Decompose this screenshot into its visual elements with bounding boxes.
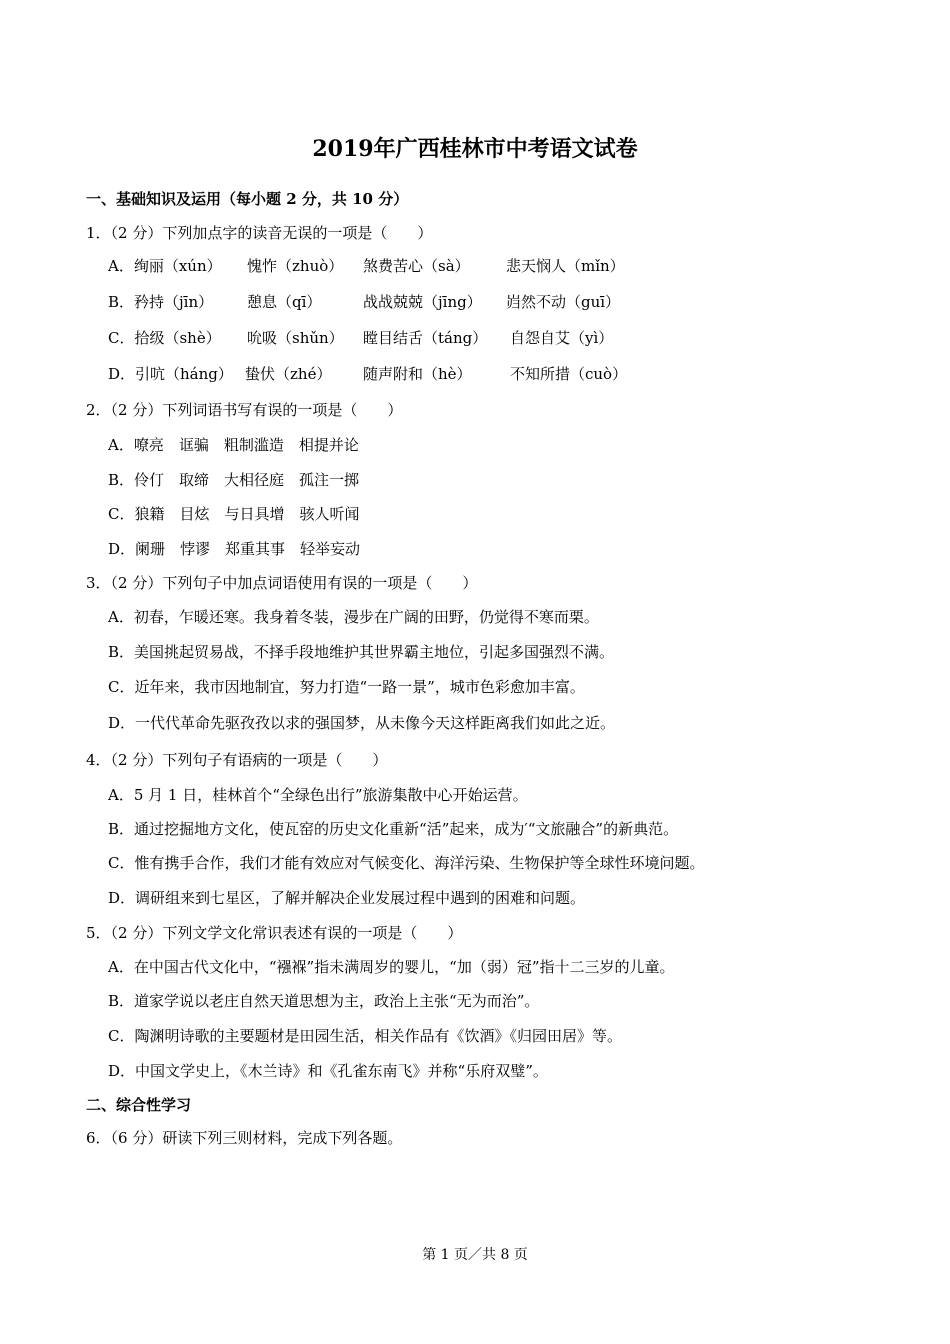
question-2-option-b: B．伶仃 取缔 大相径庭 孤注一掷 <box>108 471 360 489</box>
question-1-option-b <box>108 291 620 313</box>
question-1-option-c <box>108 327 613 349</box>
question-3-option-d: D．一代代革命先驱孜孜以求的强国梦，从未像今天这样距离我们如此之近。 <box>108 714 616 732</box>
q1-b-item-4: 岿然不动（guī） <box>506 293 621 311</box>
q1-d-item-4: 不知所措（cuò） <box>510 365 628 383</box>
q1-d-item-2: 蛰伏（zhé） <box>245 365 332 383</box>
question-4-option-b: B．通过挖掘地方文化，使瓦窑的历史文化重新“活”起来，成为′“文旅融合”的新典范。 <box>108 820 679 838</box>
q1-a-item-4: 悲天悯人（mǐn） <box>506 257 625 275</box>
question-5-option-c: C．陶渊明诗歌的主要题材是田园生活，相关作品有《饮酒》《归园田居》等。 <box>108 1027 622 1045</box>
question-2-option-a: A．嘹亮 诓骗 粗制滥造 相提并论 <box>108 436 359 454</box>
question-2-stem: 2．（2 分）下列词语书写有误的一项是（ ） <box>86 401 403 419</box>
question-4-option-a: A．5 月 1 日，桂林首个“全绿色出行”旅游集散中心开始运营。 <box>108 786 528 804</box>
q1-a-item-2: 愧怍（zhuò） <box>247 257 344 275</box>
q1-d-item-1: D．引吭（háng） <box>108 365 233 383</box>
question-1-option-a <box>108 255 625 277</box>
q1-c-item-4: 自怨自艾（yì） <box>510 329 614 347</box>
q1-c-item-1: C．拾级（shè） <box>108 329 221 347</box>
question-6-stem: 6．（6 分）研读下列三则材料，完成下列各题。 <box>86 1129 403 1147</box>
q1-b-item-3: 战战兢兢（jīng） <box>363 293 482 311</box>
page-number-footer: 第 1 页／共 8 页 <box>422 1247 528 1263</box>
question-3-stem: 3．（2 分）下列句子中加点词语使用有误的一项是（ ） <box>86 574 478 592</box>
q1-c-item-3: 瞠目结舌（táng） <box>363 329 488 347</box>
page-title: 2019年广西桂林市中考语文试卷 <box>312 136 638 162</box>
question-5-option-b: B．道家学说以老庄自然天道思想为主，政治上主张“无为而治”。 <box>108 992 540 1010</box>
question-4-option-c: C．惟有携手合作，我们才能有效应对气候变化、海洋污染、生物保护等全球性环境问题。 <box>108 854 705 872</box>
q1-a-item-3: 煞费苦心（sà） <box>363 257 470 275</box>
q1-c-item-2: 吮吸（shǔn） <box>247 329 344 347</box>
question-2-option-d: D．阑珊 悖谬 郑重其事 轻举妄动 <box>108 540 361 558</box>
question-1-option-d <box>108 363 627 385</box>
q1-d-item-3: 随声附和（hè） <box>363 365 472 383</box>
question-2-option-c: C．狼籍 目炫 与日具增 骇人听闻 <box>108 505 360 523</box>
q1-b-item-1: B．矜持（jīn） <box>108 293 214 311</box>
question-1-stem: 1．（2 分）下列加点字的读音无误的一项是（ ） <box>86 224 433 242</box>
q1-b-item-2: 憩息（qī） <box>247 293 322 311</box>
question-4-option-d: D．调研组来到七星区，了解并解决企业发展过程中遇到的困难和问题。 <box>108 889 586 907</box>
section-heading-1: 一、基础知识及运用（每小题 2 分，共 10 分） <box>86 190 409 208</box>
question-5-stem: 5．（2 分）下列文学文化常识表述有误的一项是（ ） <box>86 924 463 942</box>
question-5-option-a: A．在中国古代文化中，“襁褓”指未满周岁的婴儿，“加（弱）冠”指十二三岁的儿童。 <box>108 958 675 976</box>
question-3-option-b: B．美国挑起贸易战，不择手段地维护其世界霸主地位，引起多国强烈不满。 <box>108 643 615 661</box>
section-heading-2: 二、综合性学习 <box>86 1096 192 1114</box>
question-3-option-c: C．近年来，我市因地制宜，努力打造“一路一景”，城市色彩愈加丰富。 <box>108 678 585 696</box>
question-4-stem: 4．（2 分）下列句子有语病的一项是（ ） <box>86 751 388 769</box>
q1-a-item-1: A．绚丽（xún） <box>108 257 222 275</box>
question-3-option-a: A．初春，乍暖还寒。我身着冬装，漫步在广阔的田野，仍觉得不寒而栗。 <box>108 608 599 626</box>
question-5-option-d: D．中国文学史上，《木兰诗》和《孔雀东南飞》并称“乐府双璧”。 <box>108 1062 548 1080</box>
